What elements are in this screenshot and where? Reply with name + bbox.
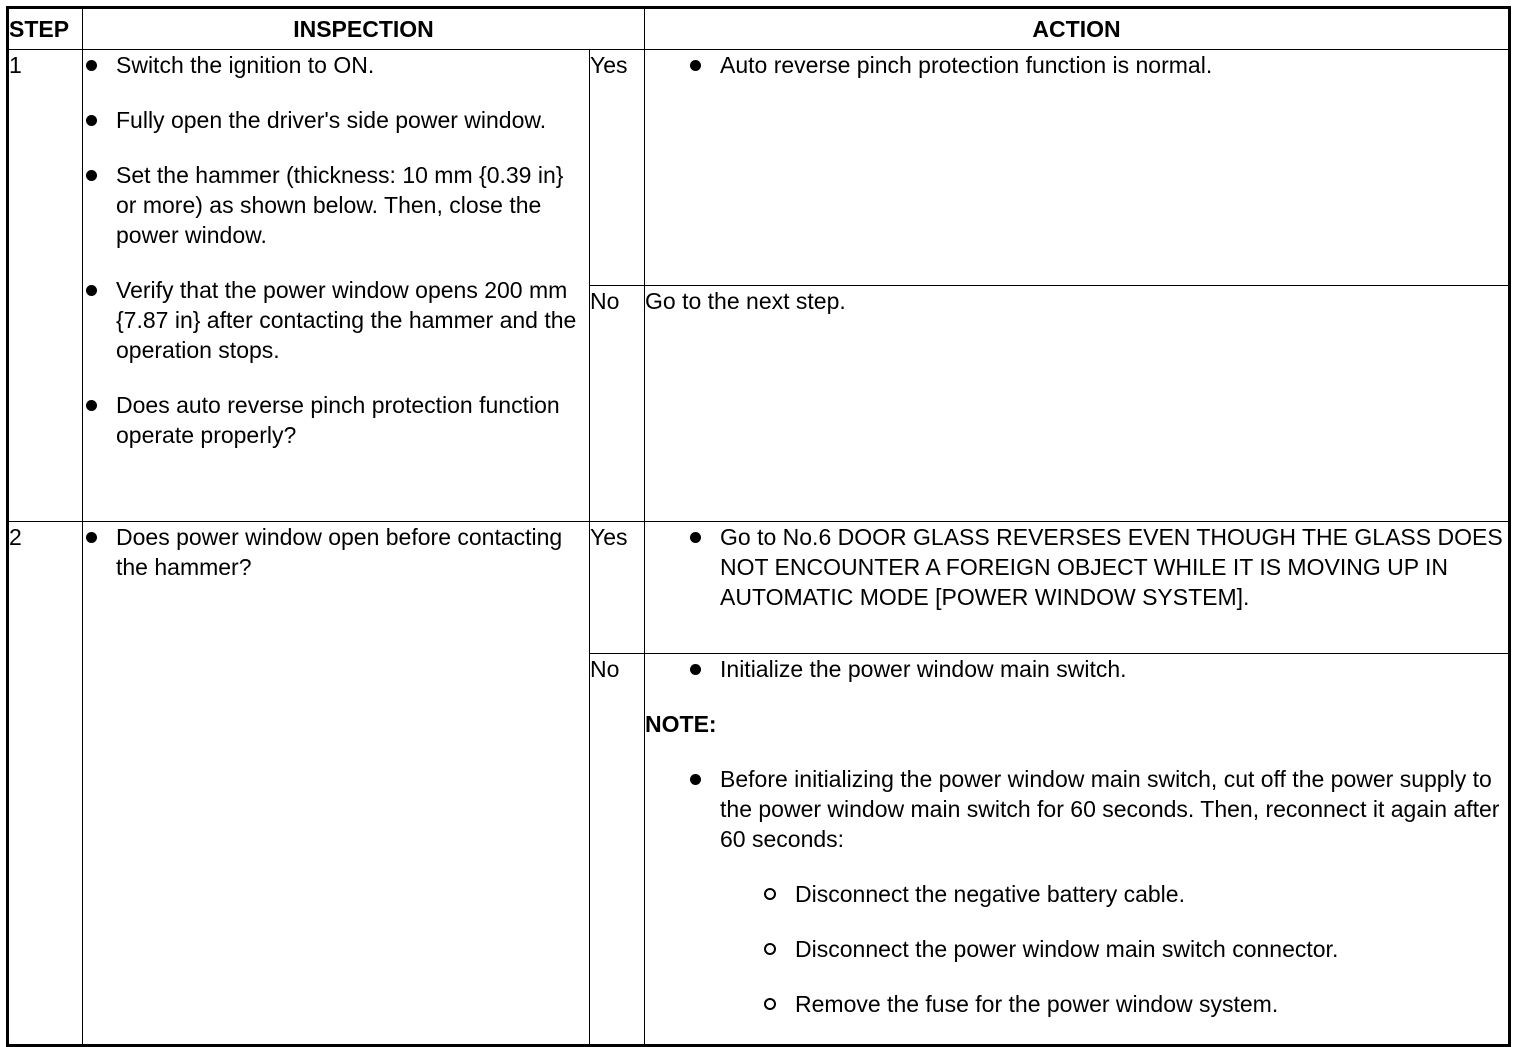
- inspection-list: [83, 522, 589, 582]
- yes-action-cell: [645, 522, 1510, 654]
- no-action-cell: [645, 286, 1510, 522]
- list-item: Set the hammer (thickness: 10 mm {0.39 in} or more) as shown below. Then, close the power window.: [83, 160, 589, 250]
- list-item: Verify that the power window opens 200 mm {7.87 in} after contacting the hammer and the operation stops.: [83, 275, 589, 365]
- note-list: [645, 764, 1508, 854]
- inspection-cell: [83, 50, 590, 522]
- diagnostic-table: [6, 6, 1511, 1047]
- yes-label: Yes: [590, 50, 645, 286]
- action-list: [645, 522, 1508, 612]
- no-action-cell: [645, 654, 1510, 1046]
- header-row: [8, 8, 1510, 50]
- list-item: Auto reverse pinch protection function is normal.: [687, 50, 1508, 80]
- list-item: Initialize the power window main switch.: [687, 654, 1508, 684]
- list-item: Disconnect the negative battery cable.: [762, 879, 1508, 909]
- list-item: Does auto reverse pinch protection function operate properly?: [83, 390, 589, 450]
- no-action-text: Go to the next step.: [645, 288, 846, 314]
- action-list: [645, 654, 1508, 684]
- note-label: NOTE:: [645, 711, 717, 737]
- list-item: Remove the fuse for the power window system.: [762, 989, 1508, 1019]
- list-item: Go to No.6 DOOR GLASS REVERSES EVEN THOUGH THE GLASS DOES NOT ENCOUNTER A FOREIGN OBJECT WHILE IT IS MOVING UP IN AUTOMATIC MODE [POWER WINDOW SYSTEM].: [687, 522, 1508, 612]
- list-item: Does power window open before contacting the hammer?: [83, 522, 589, 582]
- list-item: Disconnect the power window main switch connector.: [762, 934, 1508, 964]
- action-list: [645, 50, 1508, 80]
- table-row: [8, 50, 1510, 286]
- step-number: 1: [8, 50, 83, 522]
- header-action: ACTION: [645, 8, 1510, 50]
- table-row: [8, 522, 1510, 654]
- list-item: Before initializing the power window main switch, cut off the power supply to the power window main switch for 60 seconds. Then, reconnect it again after 60 seconds:: [687, 764, 1508, 854]
- inspection-cell: [83, 522, 590, 1046]
- list-item: Switch the ignition to ON.: [83, 50, 589, 80]
- inspection-list: [83, 50, 589, 450]
- header-step: STEP: [8, 8, 83, 50]
- no-label: No: [590, 654, 645, 1046]
- header-inspection: INSPECTION: [83, 8, 645, 50]
- yes-action-cell: [645, 50, 1510, 286]
- sub-list: [645, 879, 1508, 1019]
- yes-label: Yes: [590, 522, 645, 654]
- list-item: Fully open the driver's side power window.: [83, 105, 589, 135]
- step-number: 2: [8, 522, 83, 1046]
- no-label: No: [590, 286, 645, 522]
